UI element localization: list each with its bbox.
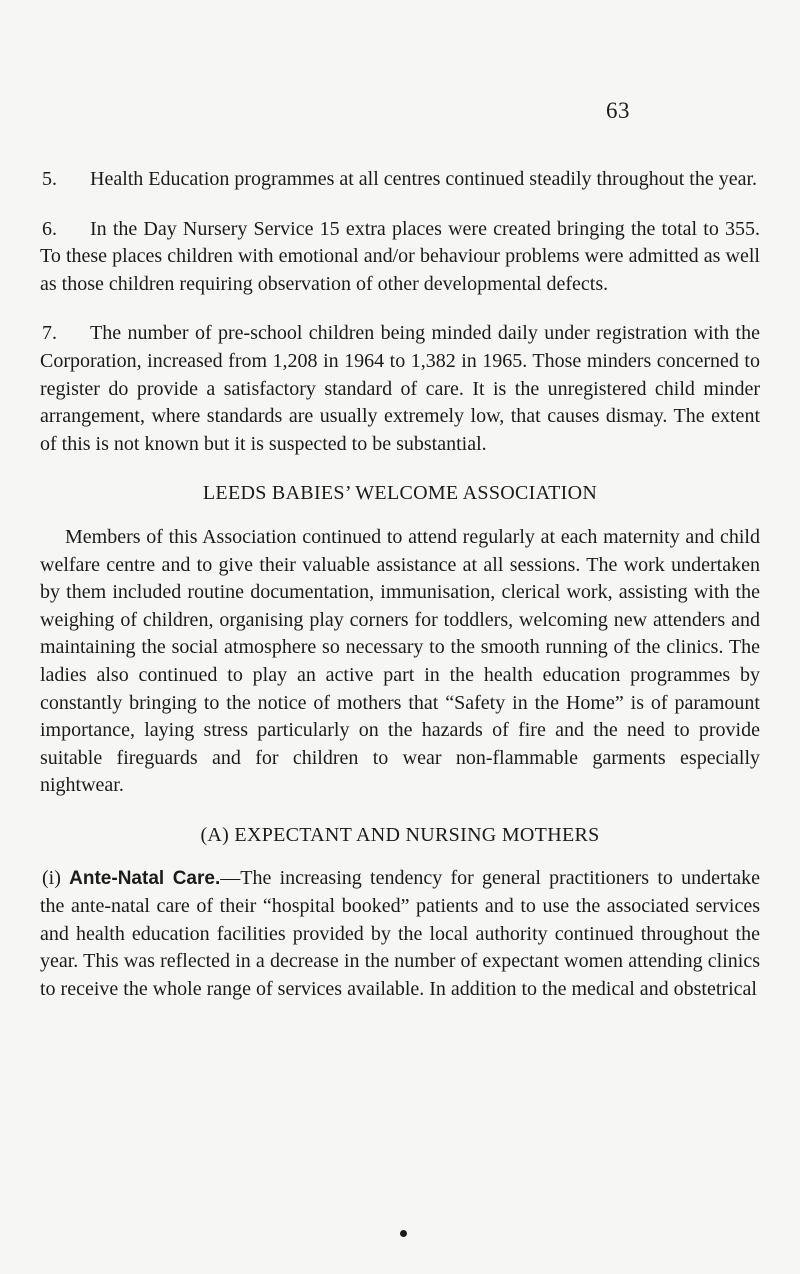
footer-bullet-icon (400, 1230, 407, 1237)
paragraph-number: 5. (42, 168, 57, 190)
section-heading-expectant-mothers: (A) EXPECTANT AND NURSING MOTHERS (200, 823, 600, 846)
ante-natal-care-text: —The increasing tendency for general practitioners to undertake the ante-natal care of their “hospital booked” patients and to use the associated services and health education facilities provided by the local authority continued throughout the year. This was reflected in a decrease in the number of expectant women attending clinics to receive the whole range of services available. In addition to the medical and obstetrical (40, 867, 760, 1000)
paragraph-leeds-babies: Members of this Association continued to attend regularly at each maternity and child welfare centre and to give their valuable assistance at all sessions. The work undertaken by them included routine documentation, immunisation, clerical work, assisting with the weighing of children, organising play corners for toddlers, welcoming new attenders and maintaining the social atmosphere so necessary to the smooth running of the clinics. The ladies also continued to play an active part in the health education programmes by constantly bringing to the notice of mothers that “Safety in the Home” is of paramount importance, laying stress particularly on the hazards of fire and the need to provide suitable fireguards and for children to wear non-flammable garments especially nightwear. (40, 525, 760, 797)
section-heading-leeds-babies: LEEDS BABIES’ WELCOME ASSOCIATION (202, 482, 598, 505)
paragraph-number: 7. (42, 322, 57, 345)
paragraph-number: 6. (42, 217, 57, 240)
paragraph-6 (40, 216, 760, 299)
paragraph-ante-natal-care (40, 865, 760, 1003)
paragraph-text: The number of pre-school children being minded daily under registration with the Corporation, increased from 1,208 in 1964 to 1,382 in 1965. Those minders concerned to register do provide a satisfactory standard of care. It is the unregistered child minder arrangement, where standards are usually extremely low, that causes dismay. The extent of this is not known but it is suspected to be substantial. (40, 322, 760, 455)
paragraph-5 (40, 166, 760, 194)
paragraph-7 (40, 320, 760, 458)
ante-natal-care-subheading: Ante-Natal Care. (69, 868, 221, 890)
page-number: 63 (606, 98, 630, 123)
paragraph-text: In the Day Nursery Service 15 extra places were created bringing the total to 355. To these places children with emotional and/or behaviour problems were admitted as well as those children requiring observation of other developmental defects. (40, 217, 760, 295)
paragraph-text: Health Education programmes at all centres continued steadily throughout the year. (90, 168, 758, 190)
item-number: (i) (42, 867, 61, 890)
body-text (40, 166, 760, 1025)
